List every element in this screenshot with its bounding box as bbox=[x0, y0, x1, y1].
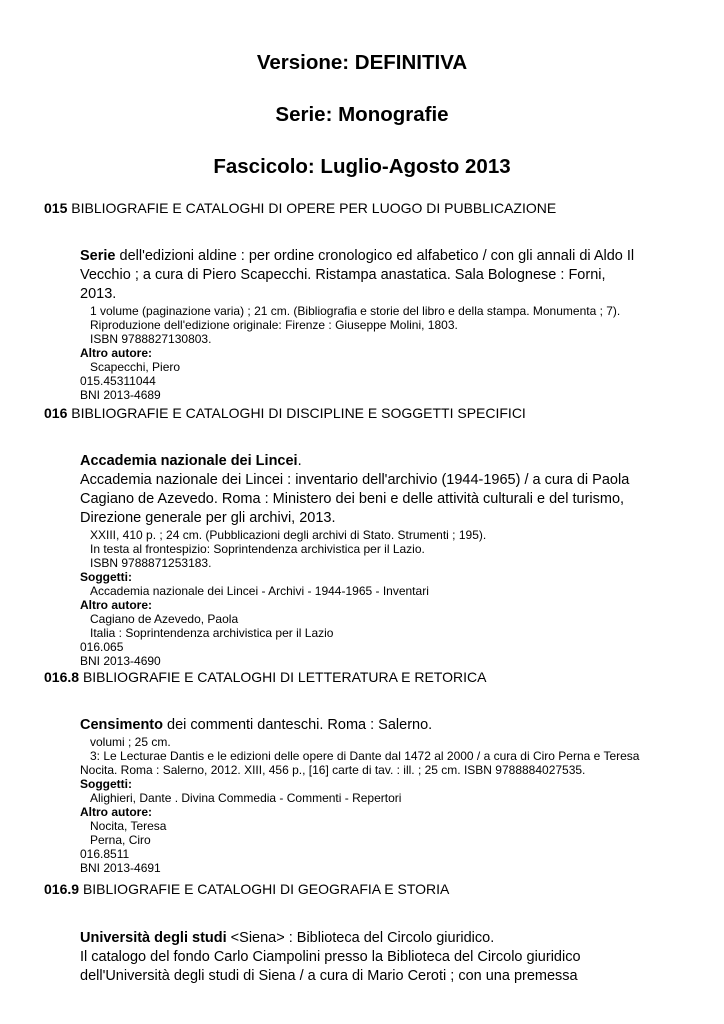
bni-number: BNI 2013-4689 bbox=[80, 388, 161, 402]
entry-title-cont: 2013. bbox=[80, 286, 117, 302]
section-code: 016.8 bbox=[44, 669, 80, 685]
bni-number: BNI 2013-4691 bbox=[80, 861, 161, 875]
entry-note: In testa al frontespizio: Soprintendenza archivistica per il Lazio. bbox=[90, 542, 425, 556]
entry-heading: Accademia nazionale dei Lincei bbox=[80, 453, 298, 469]
document-header bbox=[0, 50, 724, 180]
other-author: Scapecchi, Piero bbox=[90, 360, 181, 374]
catalog-entry bbox=[80, 716, 680, 875]
other-author: Nocita, Teresa bbox=[90, 819, 167, 833]
section-heading bbox=[44, 404, 526, 422]
series-title: Serie: Monografie bbox=[275, 103, 449, 126]
dewey-number: 016.8511 bbox=[80, 847, 130, 861]
entry-physical-desc: 1 volume (paginazione varia) ; 21 cm. (Bibliografia e storie del libro e della stampa. Monumenta ; 7). bbox=[90, 304, 621, 318]
entry-isbn: ISBN 9788827130803. bbox=[90, 332, 212, 346]
section-title: BIBLIOGRAFIE E CATALOGHI DI OPERE PER LUOGO DI PUBBLICAZIONE bbox=[71, 200, 557, 216]
entry-title: <Siena> : Biblioteca del Circolo giuridico. bbox=[226, 930, 495, 946]
other-author: Cagiano de Azevedo, Paola bbox=[90, 612, 239, 626]
entry-title-cont: Il catalogo del fondo Carlo Ciampolini presso la Biblioteca del Circolo giuridico bbox=[80, 949, 581, 965]
section-title: BIBLIOGRAFIE E CATALOGHI DI LETTERATURA E RETORICA bbox=[82, 669, 487, 685]
entry-heading: Università degli studi bbox=[80, 930, 227, 946]
section-code: 016.9 bbox=[44, 881, 80, 897]
entry-title: dell'edizioni aldine : per ordine cronologico ed alfabetico / con gli annali di Aldo Il bbox=[115, 248, 635, 264]
entry-title: dei commenti danteschi. Roma : Salerno. bbox=[163, 717, 433, 733]
entry-title-block bbox=[80, 247, 680, 304]
section-title: BIBLIOGRAFIE E CATALOGHI DI GEOGRAFIA E STORIA bbox=[82, 881, 450, 897]
entry-heading: Serie bbox=[80, 248, 116, 264]
entry-physical-desc: volumi ; 25 cm. bbox=[90, 735, 171, 749]
section-heading bbox=[44, 880, 449, 898]
issue-title: Fascicolo: Luglio-Agosto 2013 bbox=[213, 155, 511, 178]
catalog-entry bbox=[80, 247, 680, 402]
subjects-label: Soggetti: bbox=[80, 570, 132, 584]
entry-title: Accademia nazionale dei Lincei : inventario dell'archivio (1944-1965) / a cura di Paola bbox=[80, 472, 630, 488]
entry-physical-desc: XXIII, 410 p. ; 24 cm. (Pubblicazioni degli archivi di Stato. Strumenti ; 195). bbox=[90, 528, 487, 542]
entry-volume-note-line: 3: Le Lecturae Dantis e le edizioni delle opere di Dante dal 1472 al 2000 / a cura di Ciro Perna e Teresa bbox=[90, 749, 640, 763]
entry-title-cont: Direzione generale per gli archivi, 2013. bbox=[80, 510, 336, 526]
other-author-label: Altro autore: bbox=[80, 346, 152, 360]
section-code: 015 bbox=[44, 200, 68, 216]
entry-note: Riproduzione dell'edizione originale: Firenze : Giuseppe Molini, 1803. bbox=[90, 318, 458, 332]
entry-volume-note bbox=[80, 749, 680, 777]
subject: Alighieri, Dante . Divina Commedia - Commenti - Repertori bbox=[90, 791, 402, 805]
entry-heading: Censimento bbox=[80, 717, 163, 733]
dewey-number: 015.45311044 bbox=[80, 374, 156, 388]
other-author: Italia : Soprintendenza archivistica per il Lazio bbox=[90, 626, 334, 640]
entry-title-cont: Cagiano de Azevedo. Roma : Ministero dei beni e delle attività culturali e del turismo, bbox=[80, 491, 625, 507]
entry-title-cont: dell'Università degli studi di Siena / a cura di Mario Ceroti ; con una premessa bbox=[80, 968, 578, 984]
version-title: Versione: DEFINITIVA bbox=[256, 51, 468, 74]
section-title: BIBLIOGRAFIE E CATALOGHI DI DISCIPLINE E SOGGETTI SPECIFICI bbox=[71, 405, 526, 421]
entry-volume-note-line: Nocita. Roma : Salerno, 2012. XIII, 456 p., [16] carte di tav. : ill. ; 25 cm. ISBN 9788884027535. bbox=[80, 763, 586, 777]
entry-isbn: ISBN 9788871253183. bbox=[90, 556, 212, 570]
entry-title-cont: Vecchio ; a cura di Piero Scapecchi. Ristampa anastatica. Sala Bolognese : Forni, bbox=[80, 267, 606, 283]
other-author-label: Altro autore: bbox=[80, 805, 152, 819]
catalog-entry bbox=[80, 452, 680, 668]
section-heading bbox=[44, 668, 486, 686]
entry-heading-suffix: . bbox=[297, 453, 302, 469]
bni-number: BNI 2013-4690 bbox=[80, 654, 161, 668]
entry-title-block bbox=[80, 929, 680, 986]
entry-title-block bbox=[80, 716, 680, 735]
dewey-number: 016.065 bbox=[80, 640, 124, 654]
entry-title-block bbox=[80, 452, 680, 528]
subject: Accademia nazionale dei Lincei - Archivi - 1944-1965 - Inventari bbox=[90, 584, 429, 598]
other-author: Perna, Ciro bbox=[90, 833, 151, 847]
other-author-label: Altro autore: bbox=[80, 598, 152, 612]
section-code: 016 bbox=[44, 405, 68, 421]
subjects-label: Soggetti: bbox=[80, 777, 132, 791]
section-heading bbox=[44, 199, 556, 217]
catalog-entry bbox=[80, 929, 680, 986]
